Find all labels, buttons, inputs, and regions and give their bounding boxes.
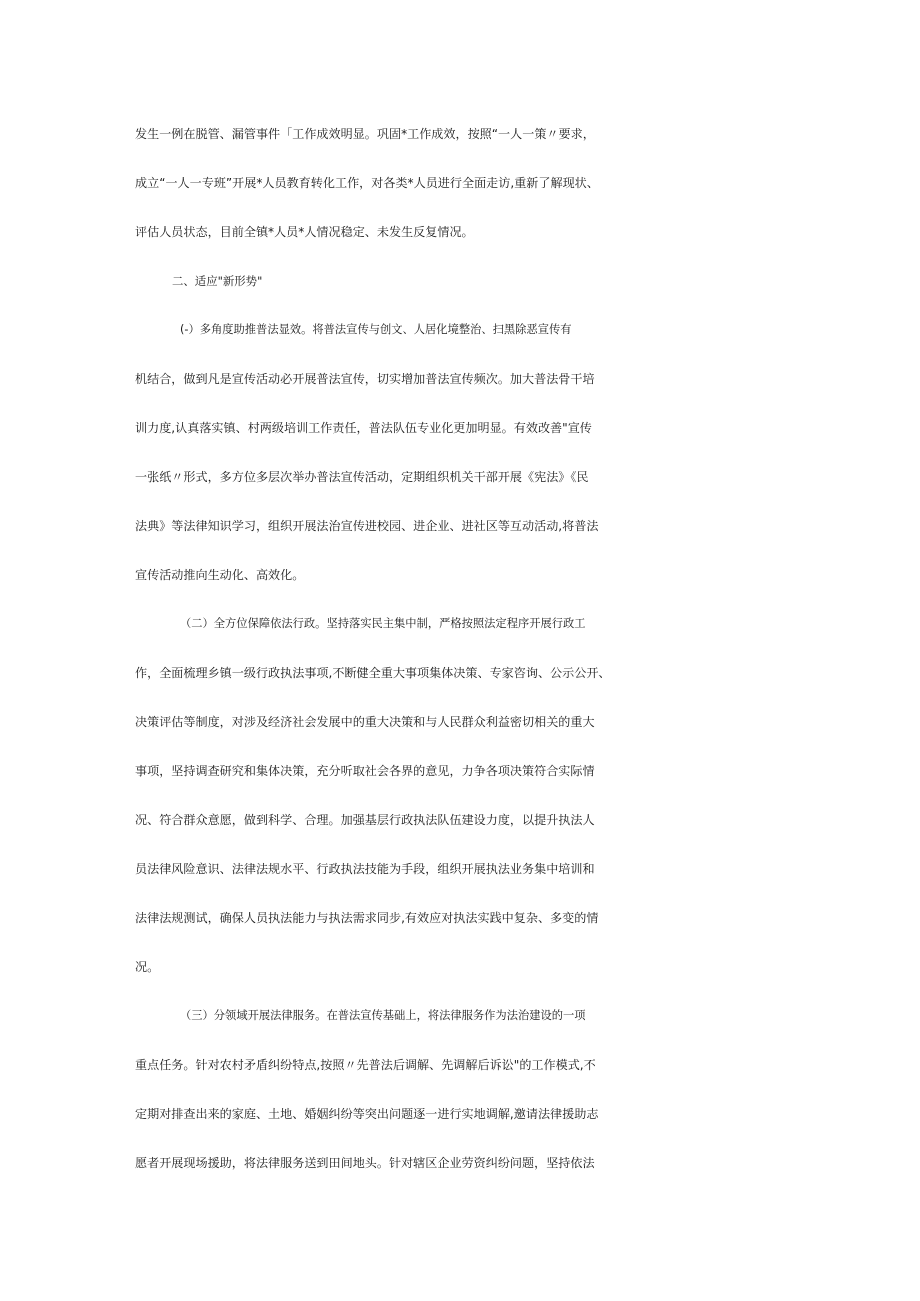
paragraph-start: （三）分领域开展法律服务。在普法宣传基础上，将法律服务作为法治建设的一项 [180, 1009, 586, 1022]
text-line: 法典》等法律知识学习，组织开展法治宣传进校园、进企业、进社区等互动活动,将普法 [135, 519, 599, 533]
text-line: 机结合，做到凡是宣传活动必开展普法宣传，切实增加普法宣传频次。加大普法骨干培 [135, 372, 595, 386]
text-line: 法律法规测试，确保人员执法能力与执法需求同步,有效应对执法实践中复杂、多变的情 [135, 911, 599, 925]
text-line: 决策评估等制度，对涉及经济社会发展中的重大决策和与人民群众利益密切相关的重大 [135, 715, 595, 729]
text-line: 况、符合群众意愿，做到科学、合理。加强基层行政执法队伍建设力度，以提升执法人 [135, 813, 595, 827]
paragraph-start: (-）多角度助推普法显效。将普法宣传与创文、人居化境整治、扫黑除恶宣传有 [180, 323, 572, 336]
text-line: 一张纸〃形式，多方位多层次举办普法宣传活动，定期组织机关干部开展《宪法》《民 [135, 470, 589, 484]
text-line: 训力度,认真落实镇、村两级培训工作责任，普法队伍专业化更加明显。有效改善"宣传 [135, 421, 592, 435]
text-line: 员法律风险意识、法律法规水平、行政执法技能为手段，组织开展执法业务集中培训和 [135, 862, 595, 876]
text-line: 宣传活动推向生动化、高效化。 [135, 568, 305, 582]
text-line: 发生一例在脱管、漏管事件「工作成效明显。巩固*工作成效，按照“一人一策〃要求， [135, 127, 595, 141]
section-heading: 二、适应"新形势" [172, 274, 263, 288]
text-line: 事项，坚持调查研究和集体决策，充分听取社会各界的意见，力争各项决策符合实际情 [135, 764, 595, 778]
text-line: 重点任务。针对农村矛盾纠纷特点,按照〃先普法后调解、先调解后诉讼"的工作模式,不 [135, 1058, 596, 1072]
text-line: 愿者开展现场援助，将法律服务送到田间地头。针对辖区企业劳资纠纷问题，坚持依法 [135, 1156, 595, 1170]
text-line: 评估人员状态，目前全镇*人员*人情况稳定、未发生反复情况。 [135, 225, 474, 239]
text-line: 成立“一人一专班”开展*人员教育转化工作，对各类*人员进行全面走访,重新了解现状、 [135, 176, 599, 190]
text-line: 作，全面梳理乡镇一级行政执法事项,不断健全重大事项集体决策、专家咨询、公示公开、 [135, 666, 611, 680]
text-line: 定期对排查出来的家庭、土地、婚姻纠纷等突出问题逐一进行实地调解,邀请法律援助志 [135, 1107, 599, 1121]
text-line: 况。 [135, 960, 160, 974]
paragraph-start: （二）全方位保障依法行政。坚持落实民主集中制，严格按照法定程序开展行政工 [180, 617, 586, 630]
